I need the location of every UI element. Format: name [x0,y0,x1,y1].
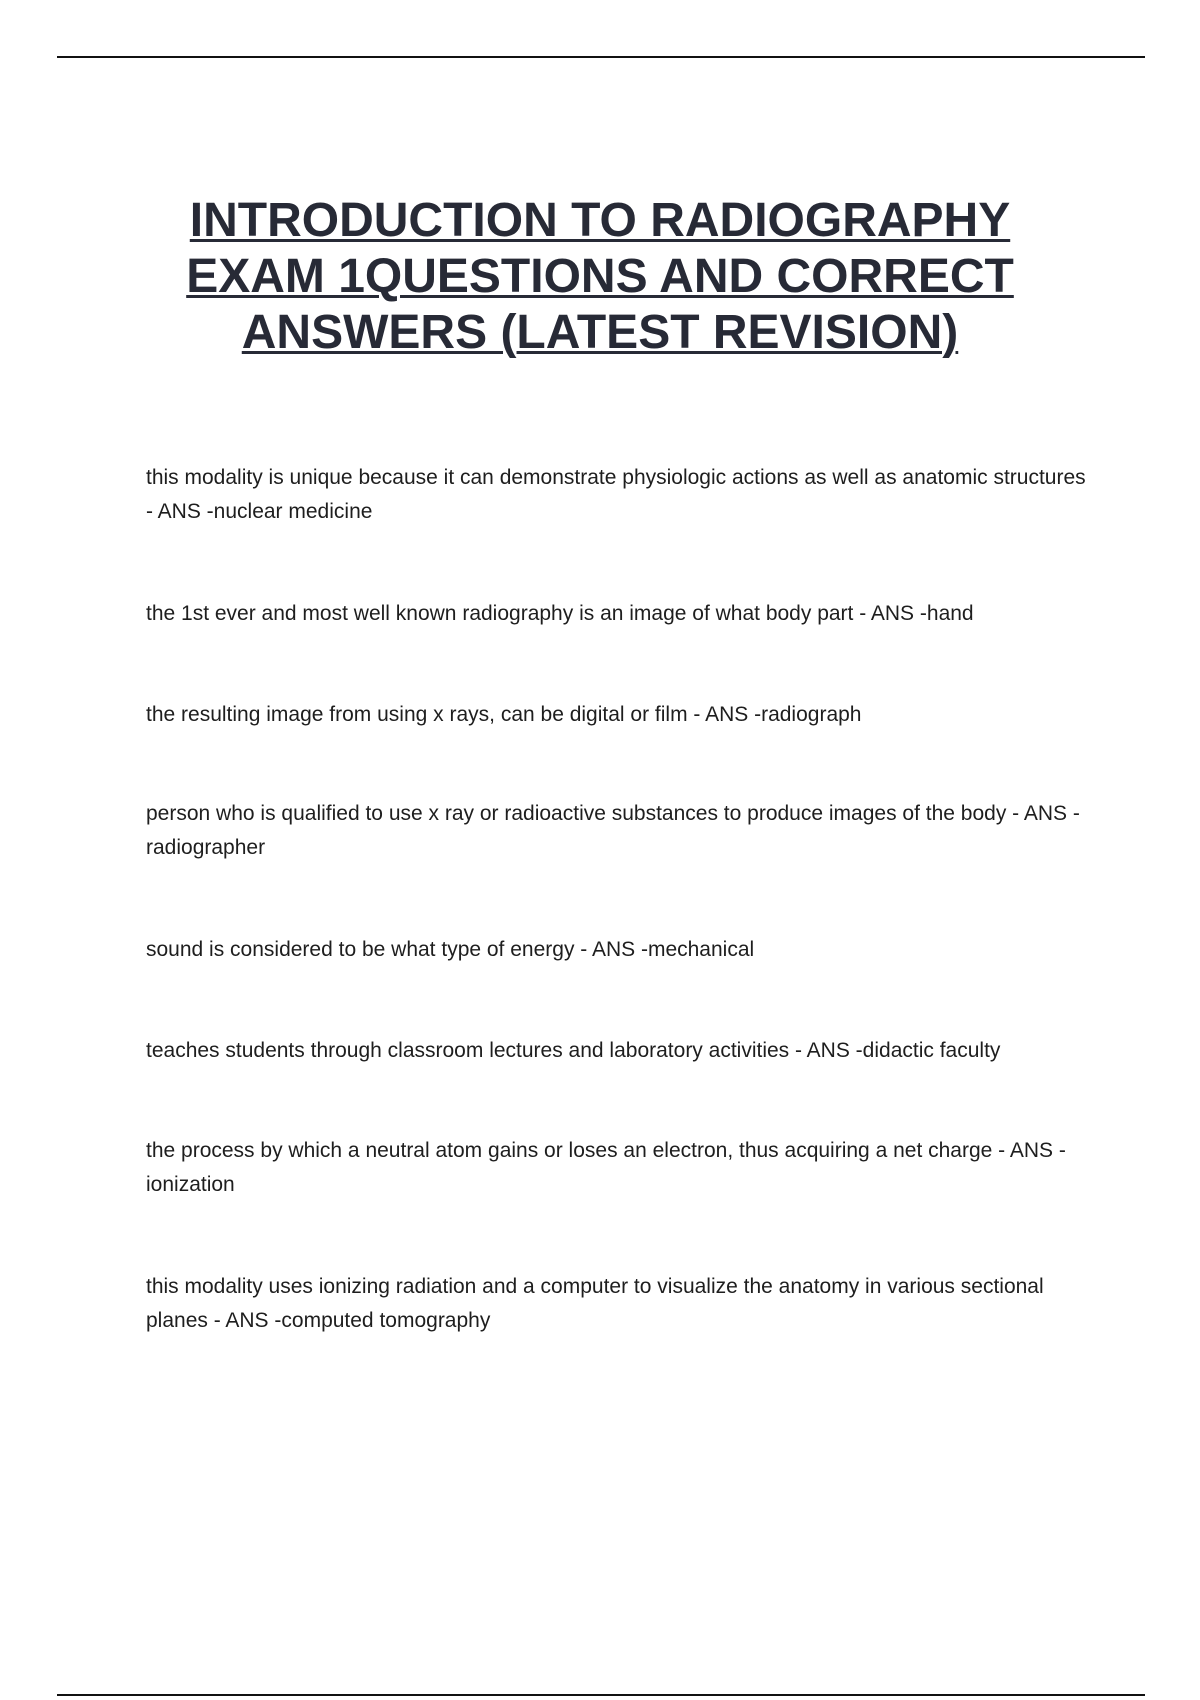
bottom-divider [57,1694,1145,1696]
title-line: ANSWERS (LATEST REVISION) [241,306,959,359]
question-answer-item: the resulting image from using x rays, can be digital or film - ANS -radiograph [146,703,862,726]
question-answer-item: person who is qualified to use x ray or radioactive substances to produce images of the body - ANS -radiographer [146,802,1080,859]
question-answer-item: teaches students through classroom lectures and laboratory activities - ANS -didactic faculty [146,1039,1001,1062]
top-divider [57,56,1145,58]
question-answer-item: this modality is unique because it can demonstrate physiologic actions as well as anatomic structures - ANS -nuclear medicine [146,466,1086,523]
question-answer-item: sound is considered to be what type of energy - ANS -mechanical [146,938,755,961]
document-title [100,193,1100,361]
question-answer-item: this modality uses ionizing radiation and a computer to visualize the anatomy in various sectional planes - ANS -computed tomography [146,1275,1044,1332]
title-line: EXAM 1QUESTIONS AND CORRECT [186,250,1014,303]
question-answer-item: the process by which a neutral atom gains or loses an electron, thus acquiring a net charge - ANS -ionization [146,1139,1066,1196]
question-answer-item: the 1st ever and most well known radiography is an image of what body part - ANS -hand [146,602,974,625]
title-line: INTRODUCTION TO RADIOGRAPHY [189,194,1011,247]
